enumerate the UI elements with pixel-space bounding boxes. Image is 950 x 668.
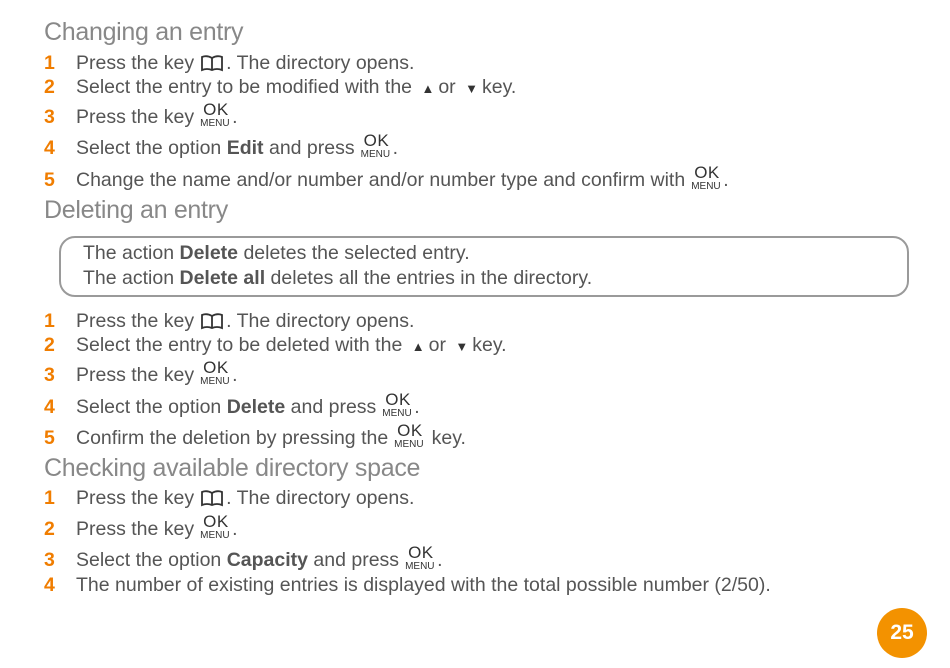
ok-menu-key-icon: OK MENU: [382, 390, 412, 419]
ok-menu-key-icon: OK MENU: [200, 358, 230, 387]
page-number-badge: 25: [877, 608, 927, 658]
ok-menu-key-icon: OK MENU: [200, 100, 230, 129]
down-arrow-icon: ▼: [465, 81, 478, 96]
ok-menu-key-icon: OK MENU: [691, 163, 721, 192]
note-box: [59, 236, 909, 297]
ok-menu-key-icon: OK MENU: [200, 512, 230, 541]
book-icon: [200, 488, 224, 514]
ok-menu-key-icon: OK MENU: [394, 421, 424, 450]
ok-menu-key-icon: OK MENU: [405, 543, 435, 572]
manual-page: Changing an entry 1 Press the key . The directory opens. 2 Select the entry to be modified with the ▲ or ▼ key. 3 Press the key OK MENU . 4 Select the option Edit and press OK MENU . 5 Change the name and/or number and/or number type and confirm with OK MENU . Deleting an entry The action Delete deletes the selected entry. The action Delete all deletes all the entries in the directory. 1 Press the key . The directory opens. 2 Select the entry to be deleted with the ▲ or ▼ key. 3 Press the key OK MENU . 4 Select the option Delete and press OK MENU . 5 Confirm the deletion by pressing the OK MENU key. Checking available directory space 1 Press the key . The directory opens. 2 Press the key OK MENU . 3 Select the option Capacity and press OK MENU . 4 The number of existing entries is displayed with the total possible number (2/50). 25: [0, 0, 950, 668]
note-line-2: The action Delete all deletes all the entries in the directory.: [83, 267, 593, 289]
section-title-checking: Checking available directory space: [44, 454, 421, 482]
section-title-changing: Changing an entry: [44, 18, 244, 46]
ok-menu-key-icon: OK MENU: [360, 131, 391, 160]
up-arrow-icon: ▲: [421, 81, 435, 96]
down-arrow-icon: ▼: [455, 339, 469, 354]
note-line-1: The action Delete deletes the selected entry.: [83, 242, 470, 264]
section-title-deleting: Deleting an entry: [44, 196, 228, 224]
up-arrow-icon: ▲: [411, 339, 425, 354]
